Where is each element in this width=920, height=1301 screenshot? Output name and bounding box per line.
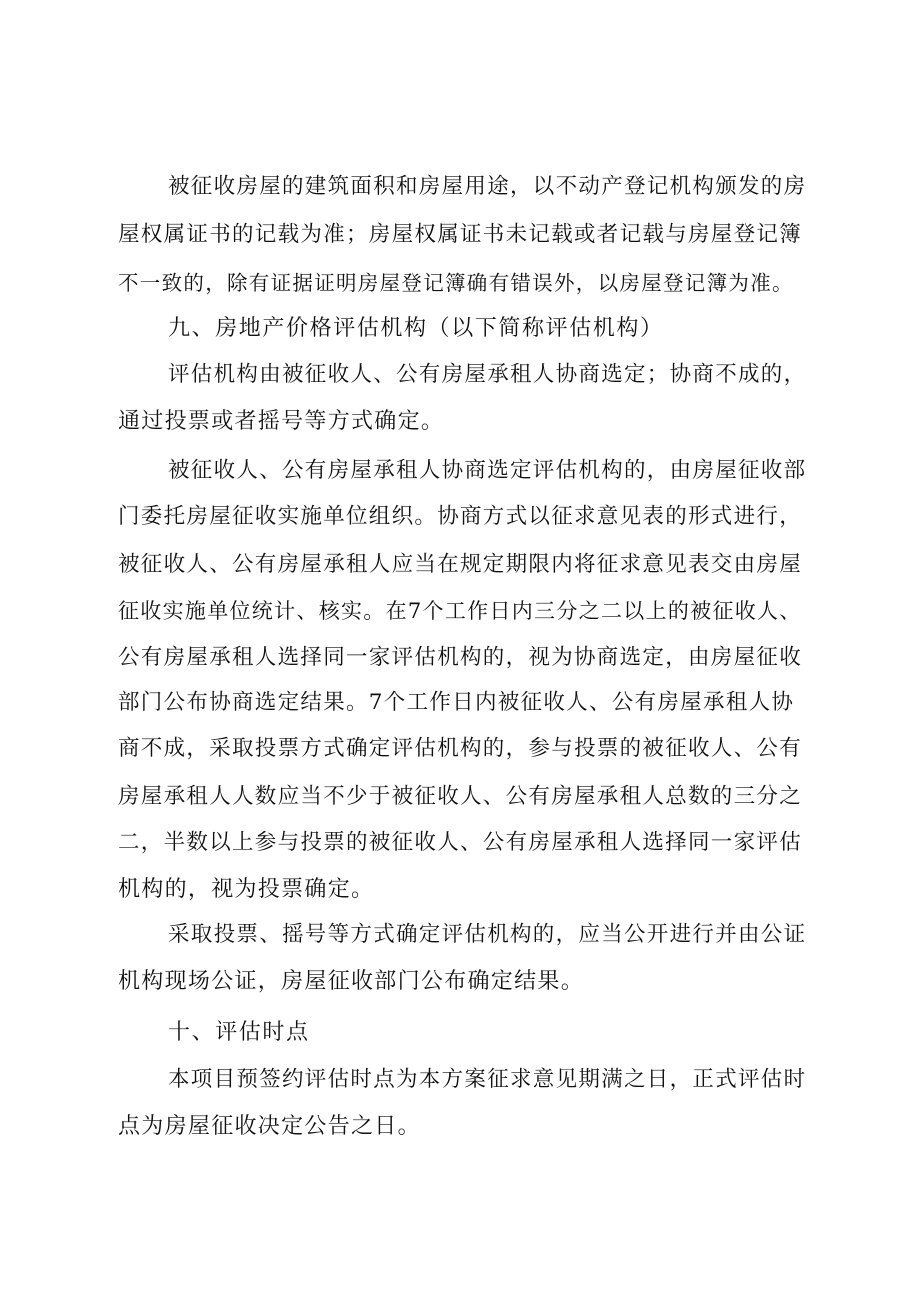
paragraph-line: 评估机构由被征收人、公有房屋承租人协商选定；协商不成的， — [168, 362, 807, 387]
paragraph-line: 商不成，采取投票方式确定评估机构的，参与投票的被征收人、公有 — [118, 736, 803, 761]
paragraph-line: 屋权属证书的记载为准；房屋权属证书未记载或者记载与房屋登记簿 — [118, 222, 803, 247]
paragraph-line: 不一致的，除有证据证明房屋登记簿确有错误外，以房屋登记簿为准。 — [118, 271, 794, 295]
paragraph-line: 被征收房屋的建筑面积和房屋用途，以不动产登记机构颁发的房 — [168, 174, 807, 199]
paragraph-line: 通过投票或者摇号等方式确定。 — [118, 409, 445, 434]
section-heading: 十、评估时点 — [168, 1020, 310, 1045]
paragraph-line: 机构现场公证，房屋征收部门公布确定结果。 — [118, 969, 585, 994]
paragraph-line: 征收实施单位统计、核实。在7个工作日内三分之二以上的被征收人、 — [118, 599, 802, 623]
section-heading: 九、房地产价格评估机构（以下简称评估机构） — [168, 316, 664, 341]
paragraph-line: 点为房屋征收决定公告之日。 — [118, 1114, 421, 1139]
paragraph-line: 本项目预签约评估时点为本方案征求意见期满之日，正式评估时 — [168, 1067, 807, 1092]
paragraph-line: 部门公布协商选定结果。7个工作日内被征收人、公有房屋承租人协 — [118, 690, 795, 715]
paragraph-line: 公有房屋承租人选择同一家评估机构的，视为协商选定，由房屋征收 — [118, 645, 803, 670]
paragraph-line: 被征收人、公有房屋承租人协商选定评估机构的，由房屋征收部 — [168, 458, 807, 483]
paragraph-line: 被征收人、公有房屋承租人应当在规定期限内将征求意见表交由房屋 — [118, 552, 803, 577]
paragraph-line: 二，半数以上参与投票的被征收人、公有房屋承租人选择同一家评估 — [118, 830, 803, 855]
paragraph-line: 机构的，视为投票确定。 — [118, 877, 375, 902]
paragraph-line: 房屋承租人人数应当不少于被征收人、公有房屋承租人总数的三分之 — [118, 784, 803, 809]
paragraph-line: 门委托房屋征收实施单位组织。协商方式以征求意见表的形式进行， — [118, 504, 803, 529]
paragraph-line: 采取投票、摇号等方式确定评估机构的，应当公开进行并由公证 — [168, 922, 807, 947]
